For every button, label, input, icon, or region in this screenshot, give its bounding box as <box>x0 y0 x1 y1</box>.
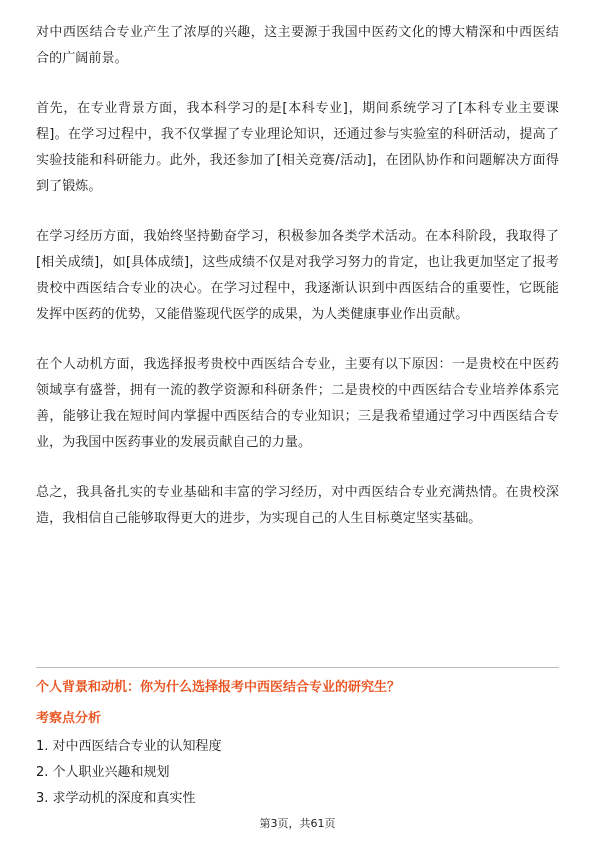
paragraph-conclusion: 总之，我具备扎实的专业基础和丰富的学习经历，对中西医结合专业充满热情。在贵校深造，我相信自己能够取得更大的进步，为实现自己的人生目标奠定坚实基础。 <box>36 485 559 526</box>
paragraph-experience: 在学习经历方面，我始终坚持勤奋学习，积极参加各类学术活动。在本科阶段，我取得了[相关成绩]，如[具体成绩]，这些成绩不仅是对我学习努力的肯定，也让我更加坚定了报考贵校中西医结合专业的决心。在学习过程中，我逐渐认识到中西医结合的重要性，它既能发挥中医药的优势，又能借鉴现代医学的成果，为人类健康事业作出贡献。 <box>36 229 559 322</box>
answer-body <box>36 20 559 532</box>
analysis-point: 1. 对中西医结合专业的认知程度 <box>36 739 222 754</box>
section-divider <box>36 667 559 668</box>
question-heading: 个人背景和动机：你为什么选择报考中西医结合专业的研究生？ <box>36 680 401 695</box>
paragraph-background: 首先，在专业背景方面，我本科学习的是[本科专业]，期间系统学习了[本科专业主要课程]。在学习过程中，我不仅掌握了专业理论知识，还通过参与实验室的科研活动，提高了实验技能和科研能力。此外，我还参加了[相关竞赛/活动]，在团队协作和问题解决方面得到了锻炼。 <box>36 101 559 194</box>
analysis-title: 考察点分析 <box>36 711 102 726</box>
analysis-point: 3. 求学动机的深度和真实性 <box>36 791 196 806</box>
analysis-point: 2. 个人职业兴趣和规划 <box>36 765 170 780</box>
page-number: 第3页，共61页 <box>259 817 336 830</box>
paragraph-motivation: 在个人动机方面，我选择报考贵校中西医结合专业，主要有以下原因：一是贵校在中医药领域享有盛誉，拥有一流的教学资源和科研条件；二是贵校的中西医结合专业培养体系完善，能够让我在短时间内掌握中西医结合的专业知识；三是我希望通过学习中西医结合专业，为我国中医药事业的发展贡献自己的力量。 <box>36 357 559 450</box>
analysis-points <box>36 734 559 812</box>
paragraph-intro: 对中西医结合专业产生了浓厚的兴趣，这主要源于我国中医药文化的博大精深和中西医结合的广阔前景。 <box>36 25 559 66</box>
